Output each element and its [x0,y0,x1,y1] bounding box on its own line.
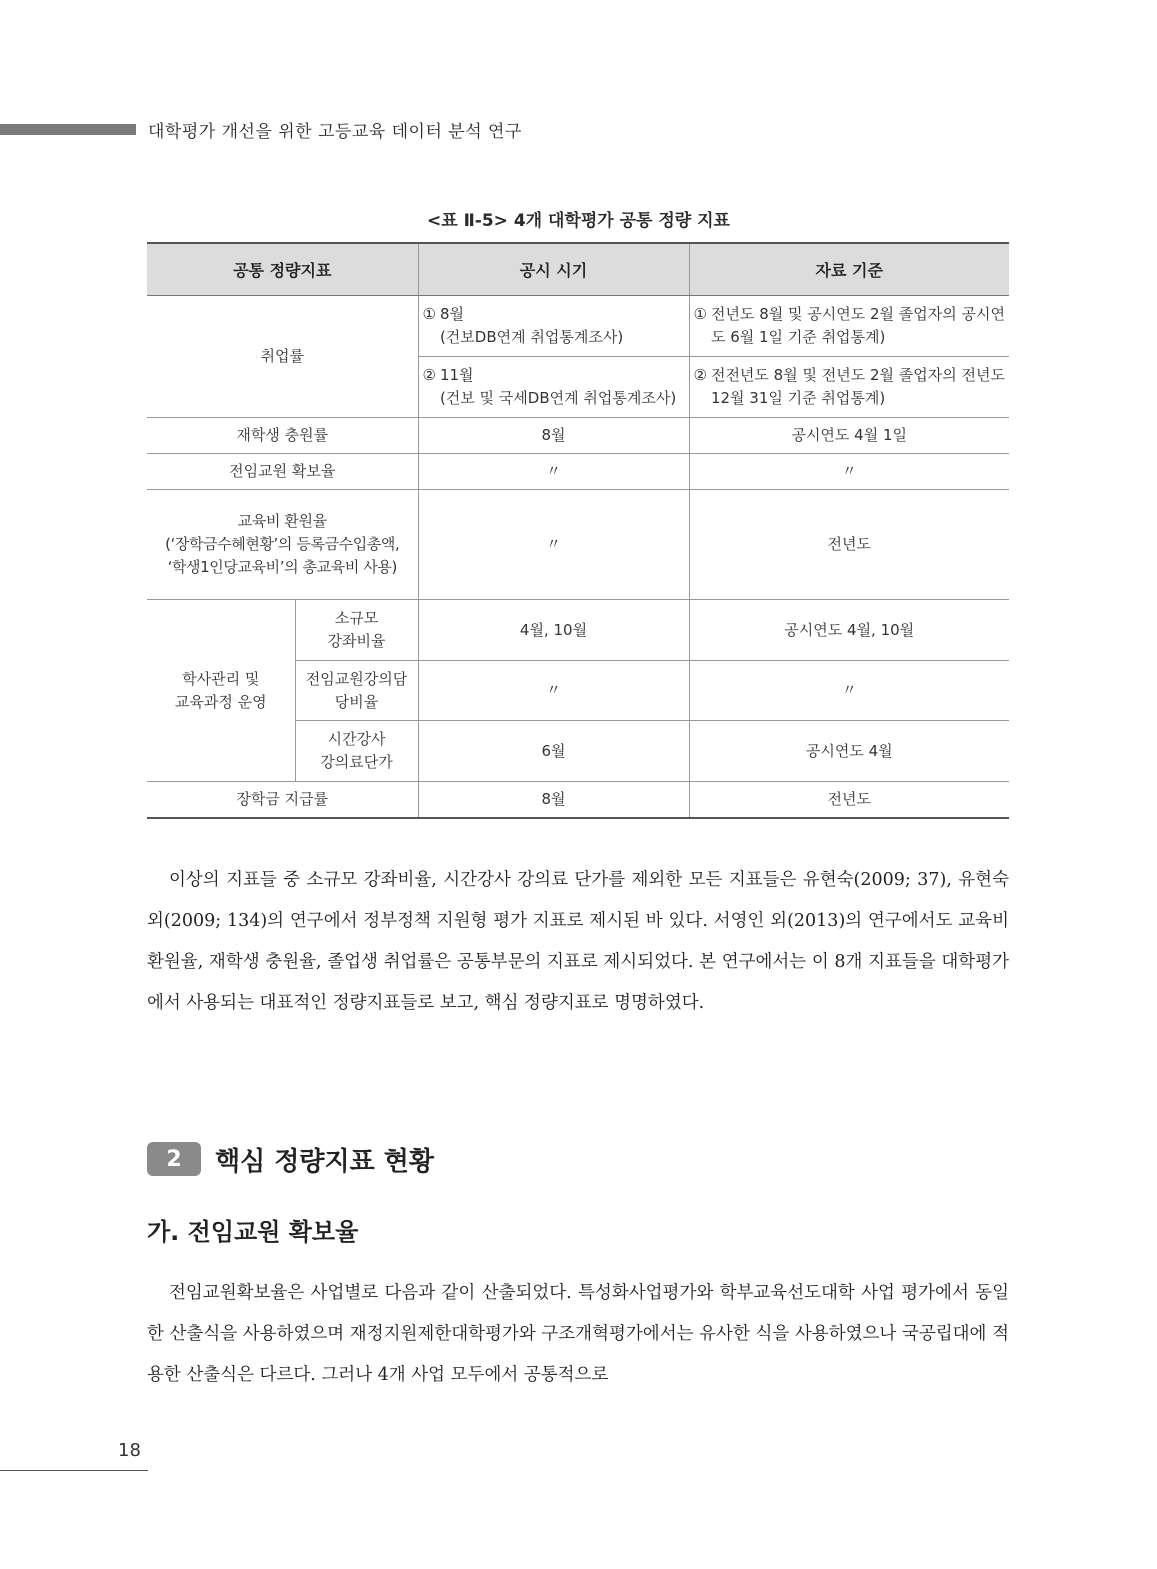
table-row [147,490,1009,600]
timing-cell [418,357,689,418]
row-label: 교육비 환원율 (‘장학금수혜현황’의 등록금수입총액, ‘학생1인당교육비’의 총교육비 사용) [147,490,418,600]
basis-cell: 〃 [689,661,1009,721]
sub-row-label: 전임교원강의담 당비율 [295,661,418,721]
metrics-table [147,242,1009,819]
body-paragraph: 전임교원확보율은 사업별로 다음과 같이 산출되었다. 특성화사업평가와 학부교육선도대학 사업 평가에서 동일한 산출식을 사용하였으며 재정지원제한대학평가와 구조개혁평가에서는 유사한 식을 사용하였으나 국공립대에 적용한 산출식은 다르다. 그러나 4개 사업 모두에서 공통적으로 [147,1283,1009,1385]
table-row [147,454,1009,490]
column-header: 자료 기준 [689,243,1009,296]
table-caption: <표 Ⅱ-5> 4개 대학평가 공통 정량 지표 [427,211,730,231]
timing-cell: 6월 [418,721,689,782]
section-number-badge: 2 [147,1142,201,1176]
basis-cell: 공시연도 4월 1일 [689,418,1009,454]
item-marker: ① [422,305,436,323]
basis-cell: 전년도 [689,782,1009,818]
column-header: 공시 시기 [418,243,689,296]
section-title: 핵심 정량지표 현황 [215,1146,435,1177]
basis-cell: 전년도 [689,490,1009,600]
basis-cell [689,296,1009,357]
row-label: 장학금 지급률 [147,782,418,818]
subsection-title: 가. 전임교원 확보율 [147,1218,359,1246]
item-text: 전년도 8월 및 공시연도 2월 졸업자의 공시연도 6월 1일 기준 취업통계) [710,305,1005,346]
item-text: 11월 (건보 및 국세DB연계 취업통계조사) [439,366,677,407]
basis-cell: 〃 [689,454,1009,490]
timing-cell: 〃 [418,454,689,490]
running-title: 대학평가 개선을 위한 고등교육 데이터 분석 연구 [148,122,522,142]
basis-cell [689,357,1009,418]
footer-rule [0,1470,148,1471]
item-marker: ② [693,366,707,384]
item-text: 8월 (건보DB연계 취업통계조사) [439,305,624,346]
body-paragraph: 이상의 지표들 중 소규모 강좌비율, 시간강사 강의료 단가를 제외한 모든 지표들은 유현숙(2009; 37), 유현숙 외(2009; 134)의 연구에서 정부정책 지원형 평가 지표로 제시된 바 있다. 서영인 외(2013)의 연구에서도 교육비 환원율, 재학생 충원율, 졸업생 취업률은 공통부문의 지표로 제시되었다. 본 연구에서는 이 8개 지표들을 대학평가에서 사용되는 대표적인 정량지표들로 보고, 핵심 정량지표로 명명하였다. [147,870,1010,1013]
sub-row-label: 소규모 강좌비율 [295,600,418,661]
table-row [147,782,1009,818]
group-label: 학사관리 및 교육과정 운영 [147,600,295,782]
sub-row-label: 시간강사 강의료단가 [295,721,418,782]
row-label: 재학생 충원률 [147,418,418,454]
section-heading [147,1141,434,1177]
item-text: 전전년도 8월 및 전년도 2월 졸업자의 전년도 12월 31일 기준 취업통계) [710,366,1005,407]
row-label: 취업률 [147,296,418,418]
row-label: 전임교원 확보율 [147,454,418,490]
table-row [147,418,1009,454]
basis-cell: 공시연도 4월, 10월 [689,600,1009,661]
header-bar [0,124,136,135]
timing-cell: 8월 [418,782,689,818]
item-marker: ② [422,366,436,384]
basis-cell: 공시연도 4월 [689,721,1009,782]
table-row [147,600,1009,661]
timing-cell: 8월 [418,418,689,454]
timing-cell [418,296,689,357]
timing-cell: 〃 [418,490,689,600]
table-header-row [147,243,1009,296]
timing-cell: 〃 [418,661,689,721]
item-marker: ① [693,305,707,323]
column-header: 공통 정량지표 [147,243,418,296]
table-row [147,296,1009,357]
timing-cell: 4월, 10월 [418,600,689,661]
page-number: 18 [118,1440,141,1461]
